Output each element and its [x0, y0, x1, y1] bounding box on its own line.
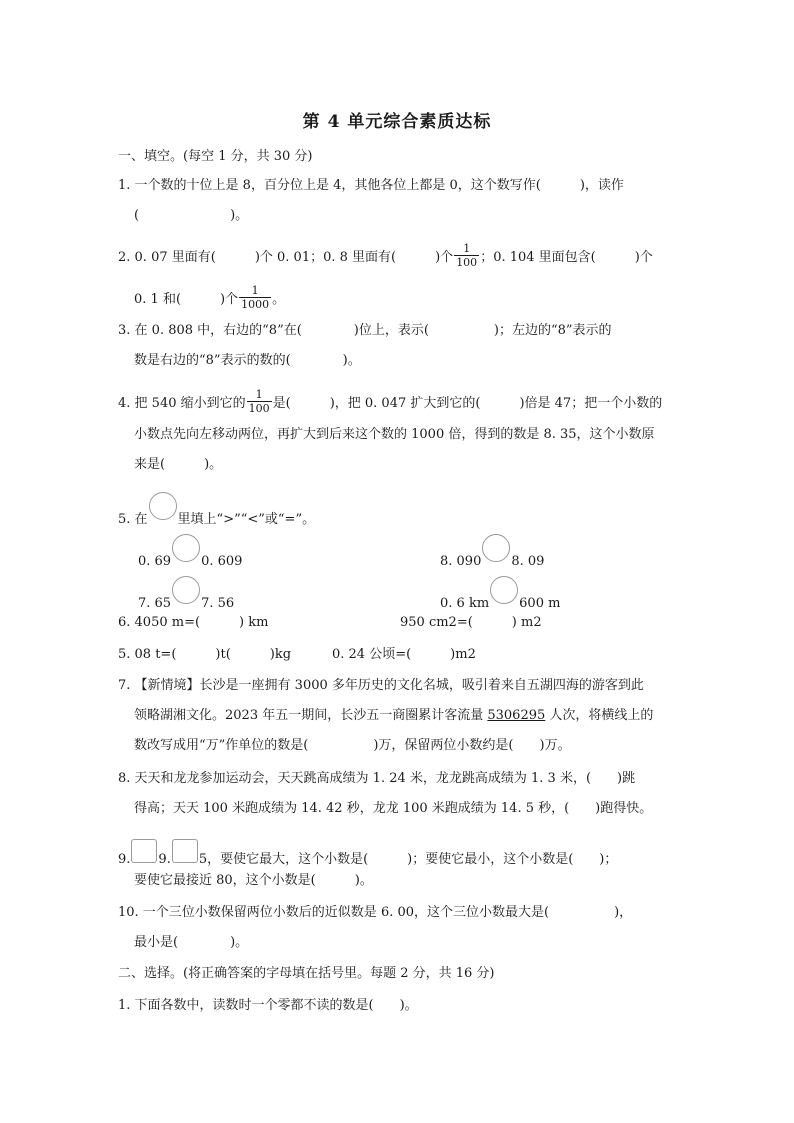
fraction-denominator: 100 — [456, 256, 478, 269]
section1-heading: 一、填空。(每空 1 分，共 30 分) — [118, 149, 313, 164]
q5-intro — [118, 501, 315, 529]
q10-line2: 最小是( )。 — [134, 935, 249, 950]
q5-c-right: 7. 56 — [201, 596, 235, 611]
fraction-numerator: 1 — [255, 388, 263, 401]
q4-line2: 小数点先向左移动两位，再扩大到后来这个数的 1000 倍，得到的数是 8. 35，这个小数原 — [134, 427, 655, 442]
underlined-number: 5306295 — [487, 708, 546, 723]
q6-part-a: 6. 4050 m=( ) km — [118, 615, 269, 630]
q7-text-b: 人次，将横线上的 — [545, 708, 654, 723]
q5-item-a — [138, 543, 242, 571]
q4-text-a: 4. 把 540 缩小到它的 — [118, 396, 246, 411]
q7-line1: 7. 【新情境】长沙是一座拥有 3000 多年历史的文化名城，吸引着来自五湖四海的游客到此 — [118, 678, 644, 693]
q5-item-b — [440, 543, 544, 571]
q6b-part-a: 5. 08 t=( )t( )kg — [118, 647, 292, 662]
q7-line2 — [134, 707, 653, 725]
q6-part-b: 950 cm2=( ) m2 — [400, 615, 542, 630]
q2-line1 — [118, 244, 653, 271]
q4-line3: 来是( )。 — [134, 457, 223, 472]
q2-text-d: 。 — [272, 292, 286, 307]
q4-text-b: 是( )，把 0. 047 扩大到它的( )倍是 47；把一个小数的 — [272, 396, 663, 411]
q5-item-d — [440, 585, 560, 613]
digit-box-icon — [172, 839, 198, 863]
q5-b-left: 8. 090 — [440, 554, 482, 569]
q2-text-a: 2. 0. 07 里面有( )个 0. 01；0. 8 里面有( )个 — [118, 250, 454, 265]
q5-d-right: 600 m — [519, 596, 561, 611]
q5-a-right: 0. 609 — [201, 554, 243, 569]
q9-text-b: 9. — [158, 852, 171, 867]
q5-b-right: 8. 09 — [511, 554, 545, 569]
q5-d-left: 0. 6 km — [440, 596, 490, 611]
q7-line3: 数改写成用“万”作单位的数是( )万，保留两位小数约是( )万。 — [134, 738, 571, 753]
q5-item-c — [138, 585, 234, 613]
q1-line2: ( )。 — [134, 208, 249, 223]
compare-circle-icon — [490, 576, 518, 604]
compare-circle-icon — [482, 534, 510, 562]
q5-a-left: 0. 69 — [138, 554, 172, 569]
q7-text-a: 领略湖湘文化。2023 年五一期间，长沙五一商圈累计客流量 — [134, 708, 488, 723]
q2-text-b: ；0. 104 里面包含( )个 — [480, 250, 653, 265]
digit-box-icon — [131, 839, 157, 863]
q10-line1: 10. 一个三位小数保留两位小数后的近似数是 6. 00，这个三位小数最大是( )， — [118, 905, 633, 920]
q5-c-left: 7. 65 — [138, 596, 172, 611]
fraction-1-100 — [247, 388, 272, 415]
s2-q1: 1. 下面各数中，读数时一个零都不读的数是( )。 — [118, 998, 418, 1013]
q8-line2: 得高；天天 100 米跑成绩为 14. 42 秒，龙龙 100 米跑成绩为 14. 5 秒，( )跑得快。 — [134, 801, 653, 816]
page-title: 第 4 单元综合素质达标 — [302, 112, 492, 132]
q2-line2 — [134, 286, 285, 313]
q5-text-a: 5. 在 — [118, 512, 148, 527]
q2-text-c: 0. 1 和( )个 — [134, 292, 239, 307]
fraction-denominator: 1000 — [241, 298, 270, 311]
fraction-numerator: 1 — [463, 242, 471, 255]
fraction-denominator: 100 — [248, 402, 270, 415]
q3-line1: 3. 在 0. 808 中，右边的“8”在( )位上，表示( )；左边的“8”表示的 — [118, 323, 612, 338]
q1-line1: 1. 一个数的十位上是 8，百分位上是 4，其他各位上都是 0，这个数写作( )，读作 — [118, 178, 624, 193]
q3-line2: 数是右边的“8”表示的数的( )。 — [134, 353, 361, 368]
section2-heading: 二、选择。(将正确答案的字母填在括号里。每题 2 分，共 16 分) — [118, 966, 495, 981]
q9-line2: 要使它最接近 80，这个小数是( )。 — [134, 873, 373, 888]
fraction-1-100 — [454, 242, 479, 269]
q4-line1 — [118, 390, 662, 417]
q6b-part-b: 0. 24 公顷=( )m2 — [332, 647, 476, 662]
q5-text-b: 里填上“>”“<”或“=”。 — [177, 512, 316, 527]
compare-circle-icon — [172, 534, 200, 562]
q9-text-a: 9. — [118, 852, 131, 867]
q9-text-c: 5，要使它最大，这个小数是( )；要使它最小，这个小数是( )； — [198, 852, 618, 867]
compare-circle-icon — [172, 576, 200, 604]
q8-line1: 8. 天天和龙龙参加运动会，天天跳高成绩为 1. 24 米，龙龙跳高成绩为 1. 3 米，( )跳 — [118, 771, 636, 786]
compare-circle-icon — [149, 492, 177, 520]
q9-line1 — [118, 845, 617, 869]
fraction-numerator: 1 — [251, 284, 259, 297]
fraction-1-1000 — [239, 284, 271, 311]
